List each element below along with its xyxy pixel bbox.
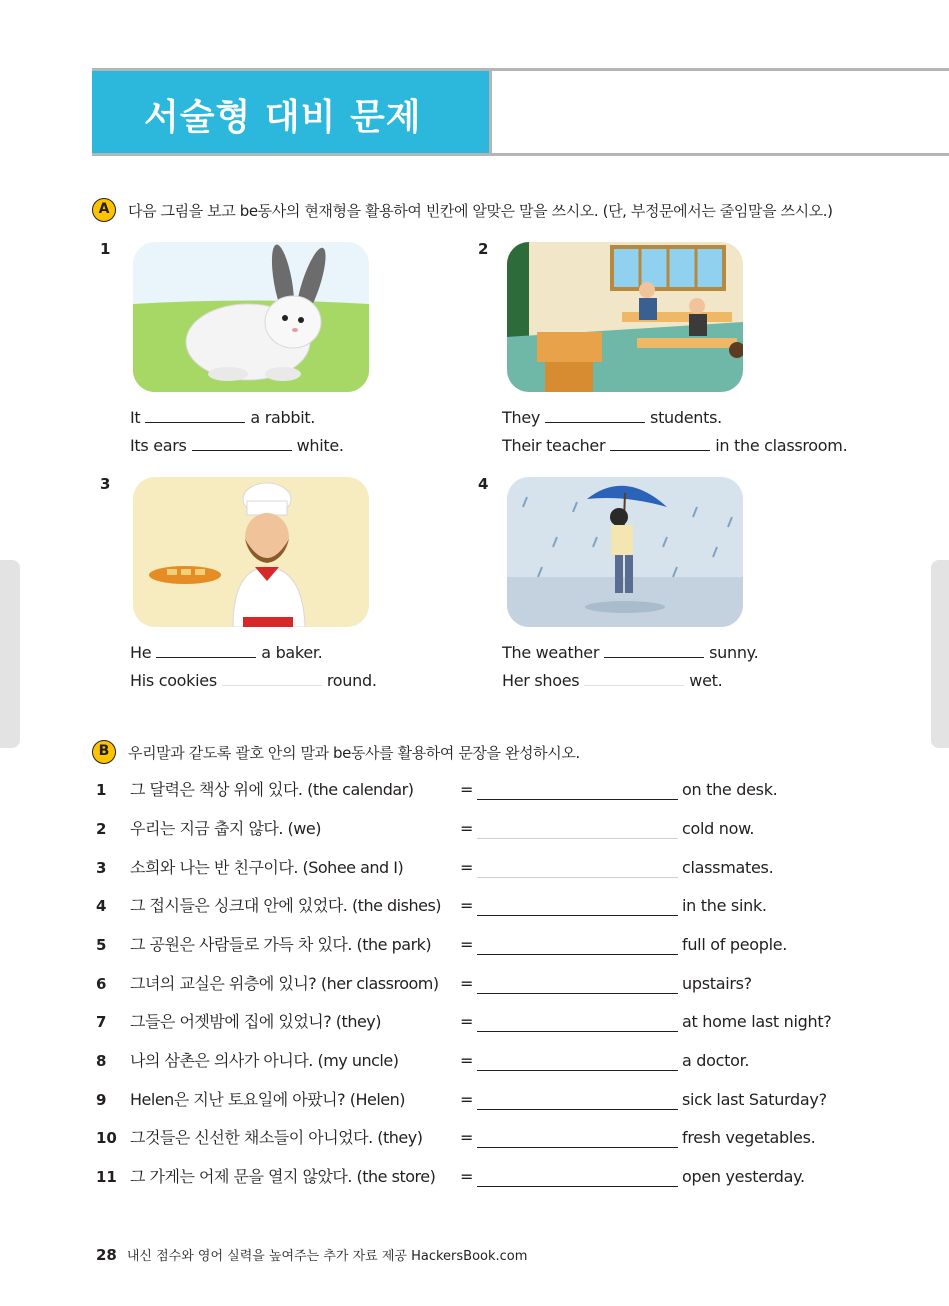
list-item: 1 그 달력은 책상 위에 있다. (the calendar) = on the desk. — [96, 780, 778, 799]
header-title-box — [92, 71, 492, 153]
answer-line[interactable] — [477, 992, 678, 994]
page-title: 서술형 대비 문제 — [144, 97, 422, 138]
item-4-line-1: The weather sunny. — [502, 643, 759, 662]
page-footer — [96, 1245, 527, 1264]
section-a-instruction: 다음 그림을 보고 be동사의 현재형을 활용하여 빈칸에 알맞은 말을 쓰시오. (단, 부정문에서는 줄임말을 쓰시오.) — [128, 202, 833, 220]
answer-blank[interactable] — [222, 669, 322, 686]
answer-line[interactable] — [477, 1108, 678, 1110]
answer-line[interactable] — [477, 1030, 678, 1032]
item-2-line-1: They students. — [502, 408, 722, 427]
list-item: 8 나의 삼촌은 의사가 아니다. (my uncle) = a doctor. — [96, 1051, 750, 1070]
answer-line[interactable] — [477, 1146, 678, 1148]
list-item: 9 Helen은 지난 토요일에 아팠니? (Helen) = sick last Saturday? — [96, 1090, 827, 1109]
item-number: 4 — [478, 475, 489, 493]
list-item: 10 그것들은 신선한 채소들이 아니었다. (they) = fresh vegetables. — [96, 1128, 816, 1147]
answer-line[interactable] — [477, 1069, 678, 1071]
side-tab-left — [0, 560, 20, 748]
answer-blank[interactable] — [584, 669, 684, 686]
side-tab-right — [931, 560, 949, 748]
section-b-badge: B — [92, 740, 116, 764]
answer-line[interactable] — [477, 837, 678, 839]
item-2-line-2: Their teacher in the classroom. — [502, 436, 848, 455]
section-b-instruction: 우리말과 같도록 괄호 안의 말과 be동사를 활용하여 문장을 완성하시오. — [128, 744, 580, 762]
list-item: 7 그들은 어젯밤에 집에 있었니? (they) = at home last night? — [96, 1012, 832, 1031]
item-1-line-1: It a rabbit. — [130, 408, 316, 427]
item-number: 1 — [100, 240, 111, 258]
answer-blank[interactable] — [610, 434, 710, 451]
footer-text: 내신 점수와 영어 실력을 높여주는 추가 자료 제공 HackersBook.com — [126, 1249, 528, 1264]
answer-blank[interactable] — [545, 406, 645, 423]
list-item: 2 우리는 지금 춥지 않다. (we) = cold now. — [96, 819, 755, 838]
page-header — [92, 68, 949, 156]
list-item: 6 그녀의 교실은 위층에 있니? (her classroom) = upstairs? — [96, 974, 752, 993]
answer-blank[interactable] — [156, 641, 256, 658]
list-item: 11 그 가게는 어제 문을 열지 않았다. (the store) = open yesterday. — [96, 1167, 805, 1186]
item-3-line-2: His cookies round. — [130, 671, 377, 690]
section-a-badge: A — [92, 198, 116, 222]
item-number: 3 — [100, 475, 111, 493]
answer-line[interactable] — [477, 914, 678, 916]
answer-line[interactable] — [477, 798, 678, 800]
answer-blank[interactable] — [604, 641, 704, 658]
list-item: 5 그 공원은 사람들로 가득 차 있다. (the park) = full of people. — [96, 935, 788, 954]
item-3-line-1: He a baker. — [130, 643, 323, 662]
baker-illustration — [133, 477, 369, 627]
item-number: 2 — [478, 240, 489, 258]
answer-line[interactable] — [477, 1185, 678, 1187]
page-number: 28 — [96, 1246, 117, 1264]
item-1-line-2: Its ears white. — [130, 436, 344, 455]
classroom-illustration — [507, 242, 743, 392]
answer-blank[interactable] — [145, 406, 245, 423]
rainy-day-illustration — [507, 477, 743, 627]
list-item: 4 그 접시들은 싱크대 안에 있었다. (the dishes) = in the sink. — [96, 896, 767, 915]
item-4-line-2: Her shoes wet. — [502, 671, 723, 690]
answer-blank[interactable] — [192, 434, 292, 451]
list-item: 3 소희와 나는 반 친구이다. (Sohee and I) = classmates. — [96, 858, 774, 877]
answer-line[interactable] — [477, 953, 678, 955]
rabbit-illustration — [133, 242, 369, 392]
answer-line[interactable] — [477, 876, 678, 878]
